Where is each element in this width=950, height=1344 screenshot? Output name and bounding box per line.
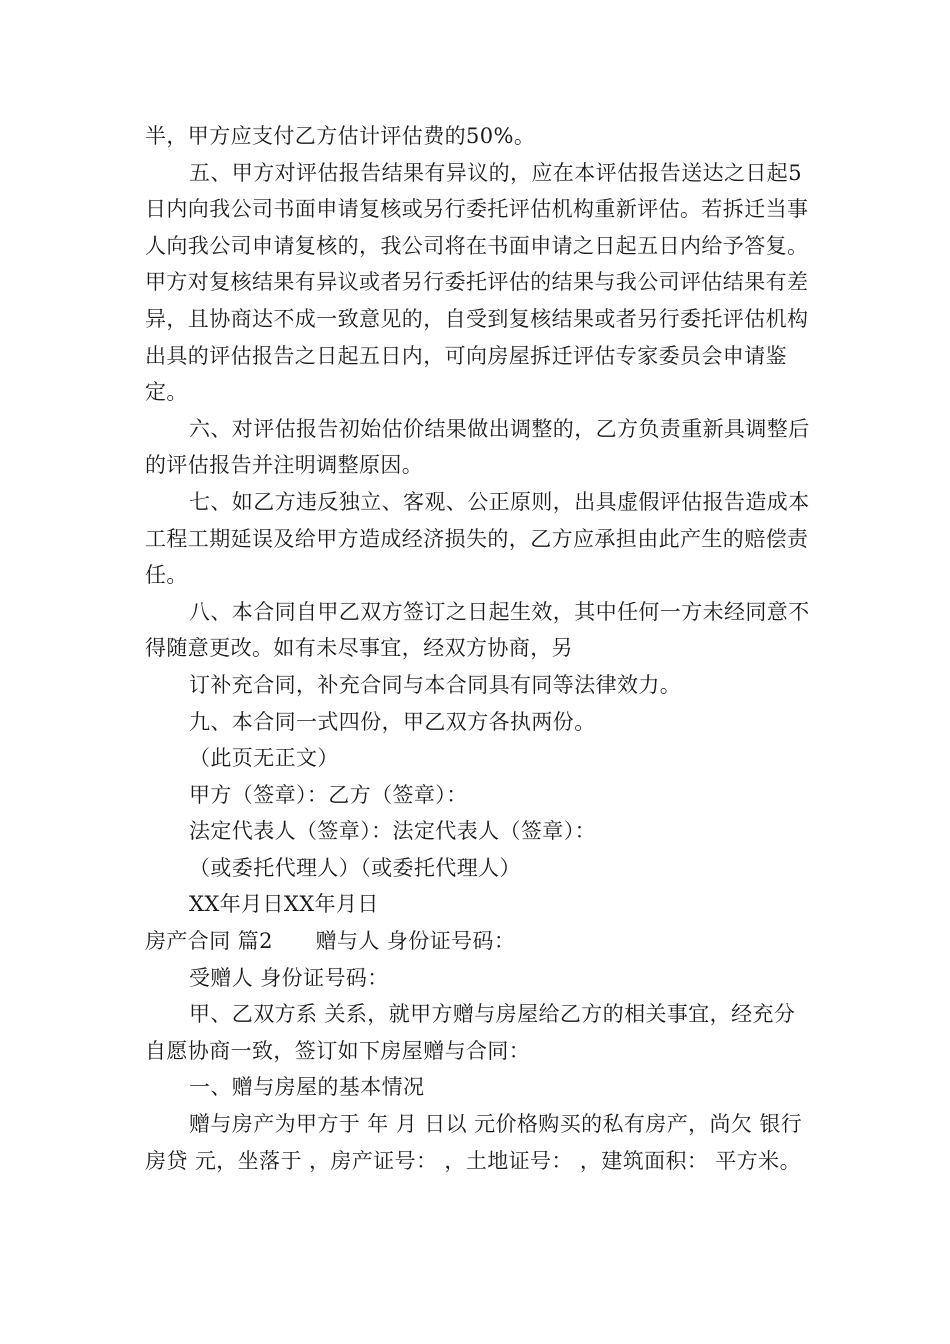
signature-agent-line: （或委托代理人）（或委托代理人）: [189, 855, 521, 880]
paragraph-fee-continuation: 半，甲方应支付乙方估计评估费的50%。: [145, 124, 536, 148]
paragraph-property-details: 赠与房产为甲方于 年 月 日以 元价格购买的私有房产，尚欠 银行房贷 元，坐落于 ，房产证号： ，土地证号： ，建筑面积： 平方米。: [145, 1112, 803, 1173]
paragraph-clause-8: 八、本合同自甲乙双方签订之日起生效，其中任何一方未经同意不得随意更改。如有未尽事宜，经双方协商，另: [145, 599, 810, 661]
signature-party-line: 甲方（签章）：乙方（签章）：: [189, 782, 468, 807]
paragraph-no-text-note: （此页无正文）: [189, 746, 339, 771]
paragraph-clause-8-continued: 订补充合同，补充合同与本合同具有同等法律效力。: [189, 672, 682, 697]
signature-representative-line: 法定代表人（签章）：法定代表人（签章）：: [189, 819, 596, 844]
paragraph-gift-intro: 甲、乙双方系 关系，就甲方赠与房屋给乙方的相关事宜，经充分自愿协商一致，签订如下房屋赠与合同：: [145, 1002, 796, 1063]
paragraph-clause-9: 九、本合同一式四份，甲乙双方各执两份。: [189, 709, 596, 734]
heading-property-basics: 一、赠与房屋的基本情况: [189, 1075, 425, 1100]
recipient-id-line: 受赠人 身份证号码：: [189, 965, 389, 990]
paragraph-clause-7: 七、如乙方违反独立、客观、公正原则，出具虚假评估报告造成本工程工期延误及给甲方造成经济损失的，乙方应承担由此产生的赔偿责任。: [145, 489, 810, 588]
paragraph-clause-6: 六、对评估报告初始估价结果做出调整的，乙方负责重新具调整后的评估报告并注明调整原因。: [145, 416, 810, 478]
section-heading-contract-2: 房产合同 篇2 赠与人 身份证号码：: [145, 929, 516, 954]
paragraph-clause-5: 五、甲方对评估报告结果有异议的，应在本评估报告送达之日起5日内向我公司书面申请复核或另行委托评估机构重新评估。若拆迁当事人向我公司申请复核的，我公司将在书面申请之日起五日内给予答复。甲方对复核结果有异议或者另行委托评估的结果与我公司评估结果有差异，且协商达不成一致意见的，自受到复核结果或者另行委托评估机构出具的评估报告之日起五日内，可向房屋拆迁评估专家委员会申请鉴定。: [145, 160, 809, 405]
document-body: [145, 118, 810, 1179]
signature-date-line: XX年月日XX年月日: [189, 892, 379, 917]
